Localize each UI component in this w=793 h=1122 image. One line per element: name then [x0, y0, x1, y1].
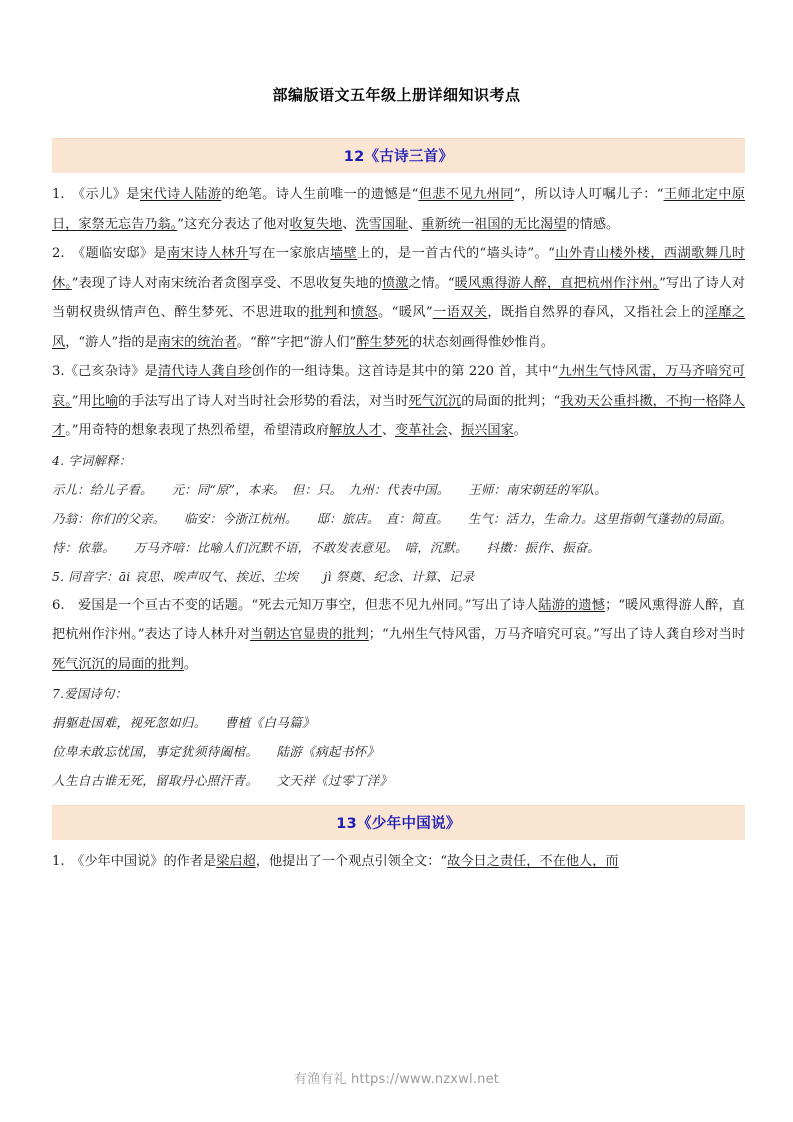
patriotic-poems-heading: 7.爱国诗句：: [52, 686, 128, 701]
paragraph-item-13-1: 1. 《少年中国说》的作者是梁启超，他提出了一个观点引领全文：“故今日之责任，不在他人，而: [52, 854, 619, 869]
definitions-line-2: 乃翁：你们的父亲。 临安：今浙江杭州。 邸：旅店。 直：简直。 生气：活力，生命力。这里指朝气蓬勃的局面。: [52, 510, 733, 526]
paragraph-item-1: 1. 《示儿》是宋代诗人陆游的绝笔。诗人生前唯一的遗憾是“但悲不见九州同”，所以诗人叮嘱儿子：“王师北定中原日，家祭无忘告乃翁。”这充分表达了他对收复失地、洗雪国耻、重新统一祖国的无比渴望的情感。: [52, 187, 746, 232]
poem-author-1: 曹植《白马篇》: [224, 715, 315, 730]
poem-text-1: 捐躯赴国难，视死忽如归。: [52, 715, 207, 730]
poem-author-3: 文天祥《过零丁洋》: [276, 773, 393, 788]
poem-line-2: [52, 737, 745, 766]
watermark: 有渔有礼 https://www.nzxwl.net: [293, 1072, 500, 1087]
paragraph-item-2: 2. 《题临安邸》是南宋诗人林升写在一家旅店墙壁上的，是一首古代的“墙头诗”。“山外青山楼外楼，西湖歌舞几时休。”表现了诗人对南宋统治者贪图享受、不思收复失地的愤激之情。“暖风熏得游人醉，直把杭州作汴州。”写出了诗人对当朝权贵纵情声色、醉生梦死、不思进取的批判和愤怒。“暖风”一语双关，既指自然界的春风，又指社会上的淫靡之风，“游人”指的是南宋的统治者。“醉”字把“游人们”醉生梦死的状态刻画得惟妙惟肖。: [52, 246, 746, 350]
paragraph-item-6: 6. 爱国是一个亘古不变的话题。“死去元知万事空，但悲不见九州同。”写出了诗人陆游的遗憾；“暖风熏得游人醉，直把杭州作汴州。”表达了诗人林升对当朝达官显贵的批判；“九州生气恃风雷，万马齐喑究可哀。”写出了诗人龚自珍对当时死气沉沉的局面的批判。: [52, 597, 746, 672]
poem-author-2: 陆游《病起书怀》: [276, 744, 380, 759]
definitions-line-3: 恃：依靠。 万马齐喑：比喻人们沉默不语，不敢发表意见。 喑，沉默。 抖擞：振作、振奋。: [52, 539, 600, 555]
section-banner-13: 13《少年中国说》: [52, 805, 745, 840]
paragraph-item-3: 3.《己亥杂诗》是清代诗人龚自珍创作的一组诗集。这首诗是其中的第 220 首，其中“九州生气恃风雷，万马齐喑究可哀。”用比喻的手法写出了诗人对当时社会形势的看法，对当时死气沉沉的局面的批判；“我劝天公重抖擞，不拘一格降人才。”用奇特的想象表现了热烈希望，希望清政府解放人才、变革社会、振兴国家。: [52, 364, 746, 438]
definitions-line-1: 示儿：给儿子看。 元：同“原”，本来。 但：只。 九州：代表中国。 王师：南宋朝廷的军队。: [52, 481, 607, 497]
page-title: 部编版语文五年级上册详细知识考点: [272, 86, 521, 104]
poem-text-3: 人生自古谁无死，留取丹心照汗青。: [52, 773, 259, 788]
poem-line-1: [52, 708, 745, 737]
poem-text-2: 位卑未敢忘忧国，事定犹须待阖棺。: [52, 744, 259, 759]
homophone-line: 5. 同音字：āi 哀思、唉声叹气、挨近、尘埃 jì 祭奠、纪念、计算、记录: [52, 568, 475, 584]
poem-line-3: [52, 766, 745, 795]
section-banner-12: 12《古诗三首》: [52, 138, 745, 173]
document-content: [52, 138, 745, 877]
definitions-heading: 4. 字词解释：: [52, 452, 132, 468]
